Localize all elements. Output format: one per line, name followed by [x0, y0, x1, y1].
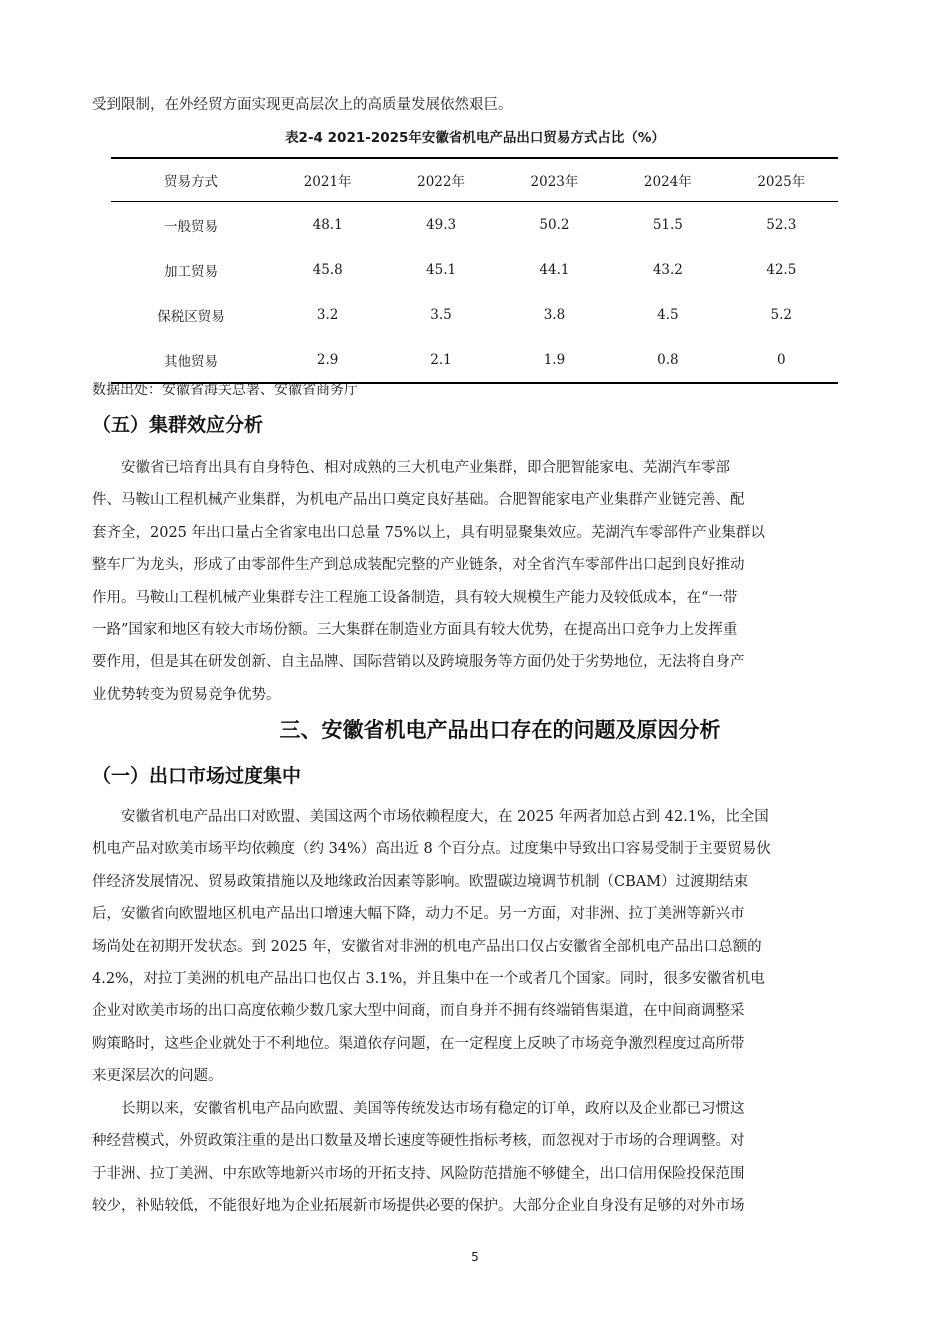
paragraph-line: 种经营模式，外贸政策注重的是出口数量及增长速度等硬性指标考核，而忽视对于市场的合理调整。对: [92, 1133, 745, 1150]
paragraph-line: 作用。马鞍山工程机械产业集群专注工程施工设备制造，具有较大规模生产能力及较低成本，在“一带: [92, 589, 738, 606]
paragraph-line: 购策略时，这些企业就处于不利地位。渠道依存问题，在一定程度上反映了市场竞争激烈程度过高所带: [92, 1035, 745, 1052]
paragraph-line: 套齐全，2025 年出口量占全省家电出口总量 75%以上，具有明显聚集效应。芜湖汽车零部件产业集群以: [92, 524, 765, 541]
paragraph-line: 安徽省已培育出具有自身特色、相对成熟的三大机电产业集群，即合肥智能家电、芜湖汽车零部: [121, 460, 730, 476]
paragraph-line: 后，安徽省向欧盟地区机电产品出口增速大幅下降，动力不足。另一方面，对非洲、拉丁美洲等新兴市: [92, 906, 745, 923]
table-cell: 保税区贸易: [157, 308, 225, 325]
market-paragraph-1: [92, 801, 862, 1093]
table-cell: 43.2: [652, 261, 683, 278]
paragraph-line: 长期以来，安徽省机电产品向欧盟、美国等传统发达市场有稳定的订单，政府以及企业都已习惯这: [121, 1101, 745, 1117]
col-header: 2022年: [384, 158, 497, 202]
table-cell: 5.2: [770, 306, 793, 323]
cluster-paragraph: [92, 452, 862, 711]
table-header-row: [111, 158, 838, 202]
table-cell: 50.2: [539, 216, 570, 233]
table-cell: 3.5: [430, 306, 452, 323]
paragraph-line: 场尚处在初期开发状态。到 2025 年，安徽省对非洲的机电产品出口仅占安徽省全部机电产品出口总额的: [92, 938, 762, 955]
table-cell: 45.1: [426, 261, 457, 278]
paragraph-line: 企业对欧美市场的出口高度依赖少数几家大型中间商，而自身并不拥有终端销售渠道，在中间商调整采: [92, 1003, 745, 1020]
paragraph-line: 一路”国家和地区有较大市场份额。三大集群在制造业方面具有较大优势，在提高出口竞争力上发挥重: [92, 621, 738, 638]
market-paragraph-2: [92, 1093, 862, 1223]
table-cell: 加工贸易: [163, 263, 218, 280]
col-header: 贸易方式: [111, 158, 271, 202]
table-source-note: 数据出处：安徽省海关总署、安徽省商务厅: [92, 382, 358, 398]
table-cell: 45.8: [312, 261, 343, 278]
table-cell: 51.5: [652, 216, 683, 233]
table-row: [111, 247, 838, 292]
table-cell: 2.1: [430, 351, 452, 368]
table-cell: 44.1: [539, 261, 570, 278]
paragraph-line: 件、马鞍山工程机械产业集群，为机电产品出口奠定良好基础。合肥智能家电产业集群产业链完善、配: [92, 492, 745, 509]
table-cell: 49.3: [426, 216, 457, 233]
section-heading-market: （一）出口市场过度集中: [92, 765, 302, 787]
paragraph-line: 较少，补贴较低，不能很好地为企业拓展新市场提供必要的保护。大部分企业自身没有足够的对外市场: [92, 1198, 745, 1215]
paragraph-line: 整车厂为龙头，形成了由零部件生产到总成装配完整的产业链条，对全省汽车零部件出口起到良好推动: [92, 557, 745, 574]
col-header: 2021年: [271, 158, 384, 202]
table-cell: 48.1: [312, 216, 343, 233]
table-caption: 表2-4 2021-2025年安徽省机电产品出口贸易方式占比（%）: [285, 130, 665, 146]
table-row: [111, 292, 838, 337]
table-cell: 42.5: [766, 261, 797, 278]
col-header: 2023年: [498, 158, 611, 202]
paragraph-line: 4.2%，对拉丁美洲的机电产品出口也仅占 3.1%，并且集中在一个或者几个国家。同时，很多安徽省机电: [92, 970, 765, 987]
page-number: 5: [471, 1250, 479, 1264]
table-row: [111, 337, 838, 383]
table-cell: 0.8: [657, 351, 679, 368]
intro-line: 受到限制，在外经贸方面实现更高层次上的高质量发展依然艰巨。: [92, 97, 513, 113]
table-cell: 1.9: [543, 351, 566, 368]
col-header: 2024年: [611, 158, 724, 202]
section-heading-cluster: （五）集群效应分析: [92, 414, 264, 436]
trade-mode-table: [111, 157, 838, 384]
paragraph-line: 机电产品对欧美市场平均依赖度（约 34%）高出近 8 个百分点。过度集中导致出口容易受制于主要贸易伙: [92, 841, 771, 858]
table-cell: 一般贸易: [163, 218, 218, 235]
paragraph-line: 于非洲、拉丁美洲、中东欧等地新兴市场的开拓支持、风险防范措施不够健全，出口信用保险投保范围: [92, 1165, 745, 1182]
table-cell: 3.8: [543, 306, 566, 323]
table-row: [111, 202, 838, 248]
chapter-heading: 三、安徽省机电产品出口存在的问题及原因分析: [279, 718, 721, 742]
table-cell: 0: [776, 351, 786, 368]
table-cell: 4.5: [657, 306, 679, 323]
table-cell: 3.2: [316, 306, 339, 323]
paragraph-line: 安徽省机电产品出口对欧盟、美国这两个市场依赖程度大，在 2025 年两者加总占到 42.1%，比全国: [121, 809, 769, 825]
table-cell: 52.3: [766, 216, 797, 233]
table-cell: 2.9: [316, 351, 339, 368]
paragraph-line: 业优势转变为贸易竞争优势。: [92, 686, 281, 703]
paragraph-line: 伴经济发展情况、贸易政策措施以及地缘政治因素等影响。欧盟碳边境调节机制（CBAM）过渡期结束: [92, 873, 749, 890]
col-header: 2025年: [725, 158, 838, 202]
paragraph-line: 要作用，但是其在研发创新、自主品牌、国际营销以及跨境服务等方面仍处于劣势地位，无法将自身产: [92, 654, 745, 671]
table-cell: 其他贸易: [163, 353, 218, 370]
paragraph-line: 来更深层次的问题。: [92, 1068, 223, 1085]
